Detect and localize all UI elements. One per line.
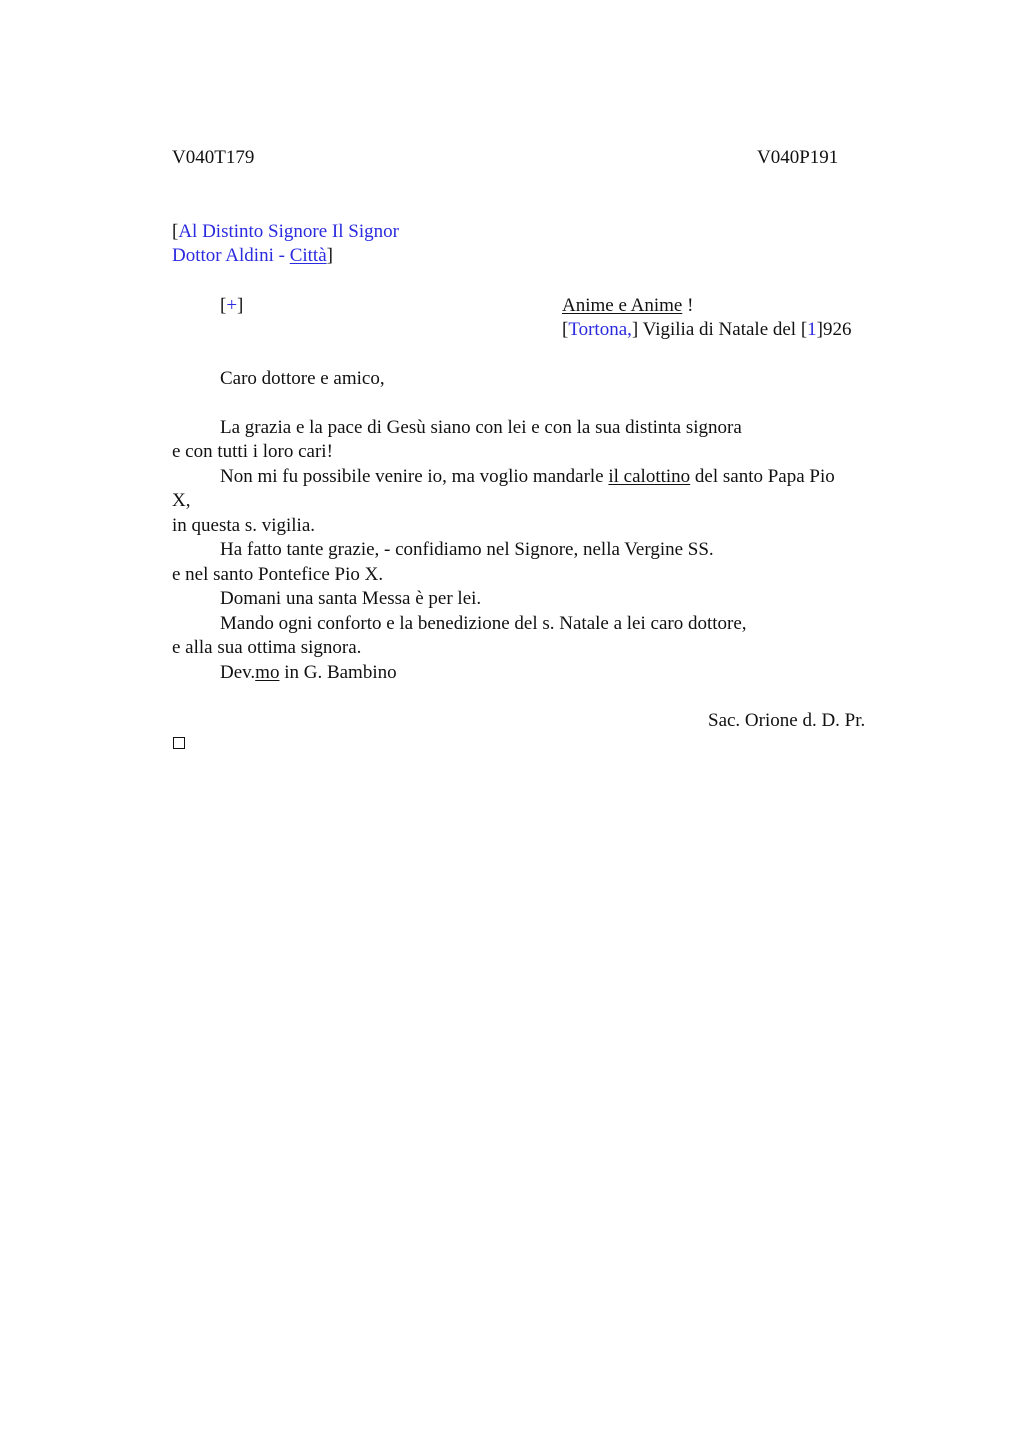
- motto: [562, 294, 693, 318]
- body-line: e nel santo Pontefice Pio X.: [172, 564, 384, 585]
- document-code-right: V040P191: [757, 147, 839, 168]
- greeting: Caro dottore e amico,: [220, 368, 385, 389]
- body-line: Ha fatto tante grazie, - confidiamo nel Signore, nella Vergine SS.: [220, 539, 714, 560]
- closing-text: Dev.: [220, 662, 256, 683]
- dateline-place: Tortona,: [568, 319, 632, 340]
- body-text: del santo Papa Pio: [690, 466, 835, 487]
- body-line: [220, 465, 835, 489]
- body-line: in questa s. vigilia.: [172, 515, 316, 536]
- body-line: Domani una santa Messa è per lei.: [220, 588, 482, 609]
- body-text: Non mi fu possibile venire io, ma voglio mandarle: [220, 466, 609, 487]
- address-line-2: Dottor Aldini - Città]: [172, 245, 333, 266]
- address-line-2-text: Dottor Aldini -: [172, 245, 290, 266]
- body-line: X,: [172, 490, 191, 511]
- address-line-1-text: Al Distinto Signore Il Signor: [178, 221, 399, 242]
- closing-underlined: mo: [255, 662, 280, 683]
- address-line-1: [Al Distinto Signore Il Signor: [172, 221, 399, 242]
- dateline-year-digit: 1: [807, 319, 817, 340]
- dateline-year-rest: 926: [823, 319, 852, 340]
- motto-text: Anime e Anime: [562, 295, 683, 316]
- cross-symbol: +: [226, 295, 238, 316]
- dateline: [Tortona,] Vigilia di Natale del [1]926: [562, 319, 852, 340]
- body-underlined-text: il calottino: [608, 466, 691, 487]
- body-line: e alla sua ottima signora.: [172, 637, 362, 658]
- dateline-middle: Vigilia di Natale del: [638, 319, 801, 340]
- body-line: La grazia e la pace di Gesù siano con lei e con la sua distinta signora: [220, 417, 742, 438]
- motto-exclamation: !: [682, 295, 694, 316]
- checkbox-square-icon: [173, 737, 185, 749]
- body-line: e con tutti i loro cari!: [172, 441, 333, 462]
- body-line: Mando ogni conforto e la benedizione del s. Natale a lei caro dottore,: [220, 613, 747, 634]
- signature: Sac. Orione d. D. Pr.: [708, 710, 866, 731]
- document-code-left: V040T179: [172, 147, 255, 168]
- address-city: Città: [289, 245, 327, 266]
- cross-mark: [+]: [220, 295, 244, 316]
- closing-line: [220, 661, 397, 685]
- closing-text: in G. Bambino: [279, 662, 397, 683]
